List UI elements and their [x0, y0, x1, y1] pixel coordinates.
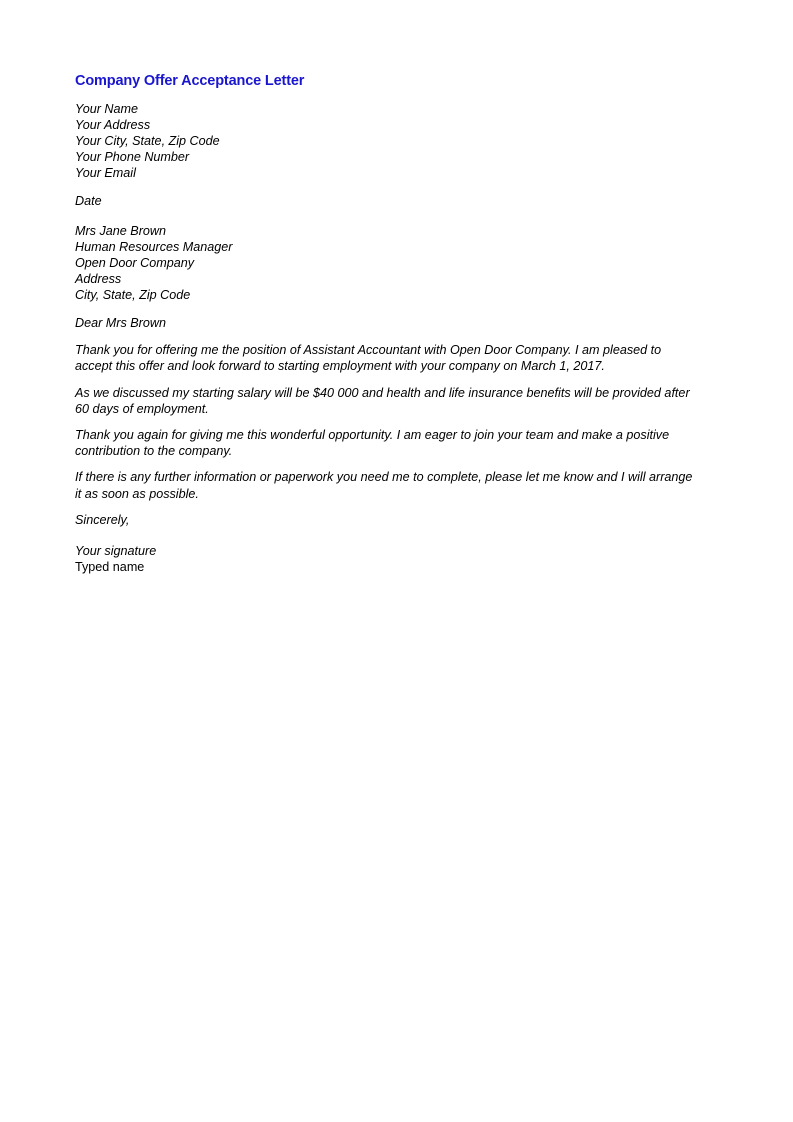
sender-address: Your Address — [75, 118, 151, 133]
date-block — [75, 193, 695, 209]
spacer-after-sender — [75, 181, 695, 193]
closing-line: Sincerely, — [75, 512, 130, 527]
signature-placeholder: Your signature — [75, 544, 157, 559]
recipient-address-block — [75, 223, 695, 303]
recipient-company: Open Door Company — [75, 255, 195, 270]
spacer-after-date — [75, 210, 695, 223]
recipient-job-title: Human Resources Manager — [75, 239, 233, 254]
body-paragraph-4: If there is any further information or paperwork you need me to complete, please let me know and I will arrange it as soon as possible. — [75, 470, 693, 501]
sender-name: Your Name — [75, 102, 138, 116]
recipient-name: Mrs Jane Brown — [75, 223, 166, 238]
sender-address-block — [75, 101, 695, 181]
signature-block — [75, 543, 695, 575]
body-paragraph-2: As we discussed my starting salary will be $40 000 and health and life insurance benefits will be provided after 60 days of employment. — [75, 385, 690, 416]
sender-phone: Your Phone Number — [75, 150, 190, 165]
body-paragraph-3: Thank you again for giving me this wonderful opportunity. I am eager to join your team and make a positive contribution to the company. — [75, 428, 670, 459]
typed-name-placeholder: Typed name — [75, 560, 145, 575]
body-paragraph-1: Thank you for offering me the position of Assistant Accountant with Open Door Company. I am pleased to accept this offer and look forward to starting employment with your company on March 1, 2017. — [75, 343, 662, 374]
sender-email: Your Email — [75, 166, 136, 181]
page-title: Company Offer Acceptance Letter — [75, 73, 305, 89]
spacer-after-recipient — [75, 303, 695, 315]
letter-body — [75, 73, 695, 575]
date-line: Date — [75, 194, 102, 209]
recipient-address: Address — [75, 271, 122, 286]
sender-city-state-zip: Your City, State, Zip Code — [75, 134, 220, 149]
salutation: Dear Mrs Brown — [75, 316, 166, 331]
recipient-city-state-zip: City, State, Zip Code — [75, 287, 191, 302]
